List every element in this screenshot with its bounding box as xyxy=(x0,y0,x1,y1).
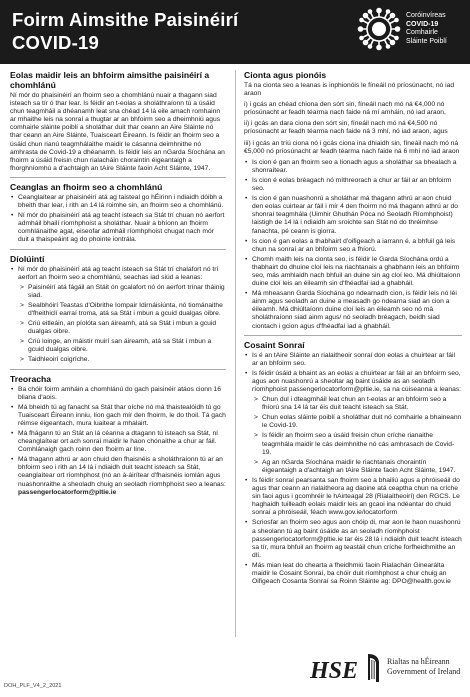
section-heading-data-protection: Cosaint Sonraí xyxy=(244,339,305,350)
list-item: • Is cion é gan nuashonrú a sholáthar má thagann athrú ar aon chuid den eolas cuirtear ar fáil i mír 4 den fhoirm nó má thagann athrú ar do shonraí teagmhála (Uimhir Ghuthán Póca nó Seoladh Ríomhphoist) laistigh de 14 lá i ndiaidh am sroichte san Stát nó do thréimhse fanachta, pé ceann is giorra. xyxy=(244,195,462,235)
list-item: • Ceanglaítear ar phaisinéirí atá ag taisteal go hÉirinn i ndiaidh dóibh a bheith thar lear, i rith an 14 lá roimhe sin, an fhoirm seo a chomhlánú. xyxy=(10,194,226,210)
title-line-1: Foirm Aimsithe Paisinéirí xyxy=(12,9,239,30)
title-line-2: COVID-19 xyxy=(12,32,99,53)
sub-list-item: > Chun dul i dteagmháil leat chun an t-eolas ar an bhfoirm seo a fhíorú sna 14 lá tar éis duit teacht isteach sa Stát. xyxy=(244,396,462,412)
sub-list-item: > Taidhleoirí coigríche. xyxy=(10,356,226,364)
info-paragraph: Ní mór do phaisinéirí an fhoirm seo a chomhlánú nuair a thagann siad isteach sa tír ó thar lear. Is féidir an t-eolas a sholáthraíonn tú a úsáid chun teagmháil a dhéanamh leat sna chéad 14 lá eile amach romhainn ar mhaithe leis na sonraí a thugtar ar an bhfoirm seo a dheimhniú agus comhairle sláinte poiblí a sholáthar duit thar ceann an Aire Sláinte nó thar ceann an Aire Sláinte, Tuaisceart Éireann. Is féidir an fhoirm seo a úsáid chun rianú teagmhálaithe maidir le cásanna deimhnithe nó amhrasta de Covid-19 a dhéanamh. Is féidir leis an nGarda Síochána an fhoirm a úsáid freisin chun rialacháin choraintín éigeantaigh a fhorghníomhú a d'achtaigh an tAire Sláinte faoin Acht Sláinte, 1947. xyxy=(10,92,225,172)
divider xyxy=(244,335,462,336)
section-heading-instructions: Treoracha xyxy=(10,373,52,384)
penalty-paragraph: iii) i gcás an tríú ciona nó i gcás ciona ina dhiaidh sin, fíneáil nach mó ná €5,000 nó príosúnacht ar feadh téarma nach faide ná 6 mhí nó iad araon xyxy=(244,139,460,155)
list-item: • Is cion é gan eolas a thabhairt d'oifigeach a iarrann é, a bhfuil gá leis chun na sonraí ar an bhfoirm seo a fhíorú. xyxy=(244,238,462,254)
section-heading-offences: Cionta agus pionóis xyxy=(244,70,327,80)
right-column xyxy=(244,70,462,588)
email-link[interactable]: passengerlocatorform@pltie.ie xyxy=(18,488,117,496)
list-item: • Is cion é gan an fhoirm seo a líonadh agus a sholáthar sa bhealach a shonraítear. xyxy=(244,159,462,175)
list-item: • Má thagann athrú ar aon chuid den fhaisnéis a sholáthraíonn tú ar an bhfoirm seo i rith an 14 lá i ndiaidh duit teacht isteach sa Stát, ceanglaítear ort ríomhphost (nó an á-áirítear d'fhaisnéis iomlán agus nuashonraithe a sheoladh chuig an seoladh ríomhphoist seo a leanas: passengerlocatorform@pltie.ie xyxy=(10,456,226,496)
list-item: • Más mian leat do chearta a fheidhmiú faoin Rialachán Ginearálta maidir le Cosaint Sonraí, ba chóir duit ríomhphost a chur chuig an Oifigeach Cosanta Sonraí sa Roinn Sláinte ag: DPO@health.gov.ie xyxy=(244,562,462,586)
list-item: • Má mheasann Garda Síochána go ndearnadh cion, is féidir leis nó léi ainm agus seoladh an duine a measadh go ndearna siad an cion a éileamh. Má dhiúltaíonn duine cloí leis an éileamh seo nó má sholáthraíonn siad ainm agus/ nó seoladh bréagach, beidh siad ciontach i gcion agus d'fhéadfaí iad a ghabháil. xyxy=(244,290,462,330)
divider xyxy=(10,249,226,250)
logo-text: Coróinvíreas COVID-19 Comhairle Sláinte Poiblí xyxy=(406,12,447,45)
sub-list-item: > Ag an nGarda Síochána maidir le riachtanais choraintín éigeantaigh a d'achtaigh an tAire Sláinte faoin Acht Sláinte, 1947. xyxy=(244,459,462,475)
document-code: DOH_PLF_V4_2_2021 xyxy=(4,683,62,689)
section-heading-info: Eolas maidir leis an bhfoirm aimsithe paisinéirí a chomhlánú xyxy=(10,70,210,90)
coronavirus-icon xyxy=(358,8,400,50)
list-item: • Má bheidh tú ag fanacht sa Stát thar oíche nó má thaistealóidh tú go Tuaisceart Éireann inniu, líon gach mír den fhoirm, le do thoil. Tá gach réimse éigeantach, mura luaitear a mhalairt. xyxy=(10,404,226,428)
requirement-list xyxy=(10,194,226,245)
sub-list-item: > Is féidir an fhoirm seo a úsáid freisin chun críche rianaithe teagmhála maidir le cás deimhnithe nó cás amhrasach de Covid-19. xyxy=(244,432,462,456)
divider xyxy=(10,177,226,178)
header-banner xyxy=(0,0,470,64)
penalty-paragraph: ii) i gcás an dara ciona den sórt sin, fíneáil nach mó ná €4,500 nó príosúnacht ar feadh téarma nach faide ná 3 mhí, nó iad araon, agus xyxy=(244,120,448,136)
divider xyxy=(10,369,226,370)
harp-icon xyxy=(365,652,381,684)
list-item: • Ní mór do phaisinéirí atá ag teacht isteach sa Stát trí chuan nó aerfort admháil bhailí ríomhphoist a sholáthar. Nuair a bhíonn an fhoirm comhlánaithe agat, eiseofar admháil ríomhphoist chugat nach mór duit a thaispeáint ag do phointe iontrála. xyxy=(10,212,226,244)
instructions-list xyxy=(10,386,226,497)
hse-logo xyxy=(308,654,359,684)
page-title xyxy=(12,8,238,54)
section-heading-exemptions: Díolúintí xyxy=(10,253,45,264)
sub-list-item: > Criú eitleáin, an píolóta san áireamh, atá sa Stát i mbun a gcuid dualgas oibre. xyxy=(10,320,226,336)
list-item: • Is féidir sonraí pearsanta san fhoirm seo a bhailiú agus a phróiseáil do agus thar ceann an rialaitheora ag daoine atá ceaptha chun na críche sin faoi agus i gcomhréir le hAirteagal 28 (Rialaitheoirí) den RGCS. Le haghaidh tuilleadh eolais maidir leis an gcaoi ina ndéantar do chuid sonraí a phróiseáil, féach www.gov.ie/locatorform xyxy=(244,477,462,517)
list-item: • Chomh maith leis na cionta seo, is féidir le Garda Síochána ordú a thabhairt do dhuine cloí leis na riachtanais a ghabhann leis an bhfoirm seo, más amhlaidh nach bhfuil an duine sin ag cloí leo. Má dhiúltaíonn duine cloí leis an éileamh sin d'fhéadfaí iad a ghabháil. xyxy=(244,256,462,288)
list-item: • Ba chóir foirm amháin a chomhlánú do gach paisinéir atáos cionn 16 bliana d'aois. xyxy=(10,386,226,402)
offences-intro: Tá na cionta seo a leanas is inphionóis le fíneáil nó príosúnacht, nó iad araon xyxy=(244,82,455,98)
sub-list-item: > Sealbhóirí Teastas d'Oibrithe Iompair Idirnáisiúnta, nó tiománaithe d'fheithiclí earraí troma, atá sa Stát i mbun a gcuid dualgas oibre. xyxy=(10,302,226,318)
sub-list-item: > Paisinéirí atá fágáil an Stáit ón gcalafort nó ón aerfort trínar tháinig siad. xyxy=(10,284,226,300)
section-heading-requirement: Ceanglas an fhoirm seo a chomhlánú xyxy=(10,181,163,192)
left-column xyxy=(10,70,226,499)
list-item: • Is é an tAire Sláinte an rialaitheoir sonraí don eolas a chuirtear ar fáil ar an bhfoirm seo. xyxy=(244,352,462,368)
list-item: • Is féidir úsáid a bhaint as an eolas a chuirtear ar fáil ar an bhfoirm seo, agus aon nuashonrú a sheoltar ag baint úsáide as an seoladh ríomhphoist passengerlocatorform@pltie.ie, sa na cúiseanna a leanas: xyxy=(244,370,462,394)
list-item: • Scriosfar an fhoirm seo agus aon chóip di, mar aon le haon nuashonrú a sheolann tú ag baint úsáide as an seoladh ríomhphoist passengerlocatorform@pltie.ie tar éis 28 lá i ndiaidh duit teacht isteach sa tír, mura bhfuil an fhoirm ag teastáil chun críche forfheidhmithe an dlí. xyxy=(244,519,462,559)
svg-text:HSE: HSE xyxy=(310,658,359,684)
penalty-paragraph: i) i gcás an chéad chiona den sórt sin, fíneáil nach mó ná €4,000 nó príosúnacht ar feadh téarma nach faide ná mí amháin, nó iad araon, xyxy=(244,101,446,117)
data-protection-list xyxy=(244,352,462,587)
offences-list xyxy=(244,159,462,331)
sub-list-item: > Criú loinge, an máistir muirí san áireamh, atá sa Stát i mbun a gcuid dualgas oibre. xyxy=(10,338,226,354)
government-logo-text: Rialtas na hÉireann Government of Ireland xyxy=(387,657,461,676)
covid-logo xyxy=(358,6,466,58)
list-item: • Ní mór do phaisinéirí atá ag teacht isteach sa Stát trí chalafort nó trí aerfort an fhoirm seo a chomhlánú, seachas iad siúd a leanas: xyxy=(10,266,226,282)
list-item: • Is cion é eolas bréagach nó míthreorach a chur ar fáil ar an bhfoirm seo. xyxy=(244,177,462,193)
exemptions-list xyxy=(10,266,226,365)
column-divider xyxy=(235,70,236,637)
list-item: • Má fhágann tú an Stát an lá céanna a dtagann tú isteach sa Stát, ní cheanglaítear ort ach sonraí maidir le haon chónaithe a chur ar fáil. Comhlánaigh gach roinn den fhoirm ar líne. xyxy=(10,430,226,454)
sub-list-item: > Chun eolas sláinte poiblí a sholáthar duit nó comhairle a bhaineann le Covid-19. xyxy=(244,414,462,430)
